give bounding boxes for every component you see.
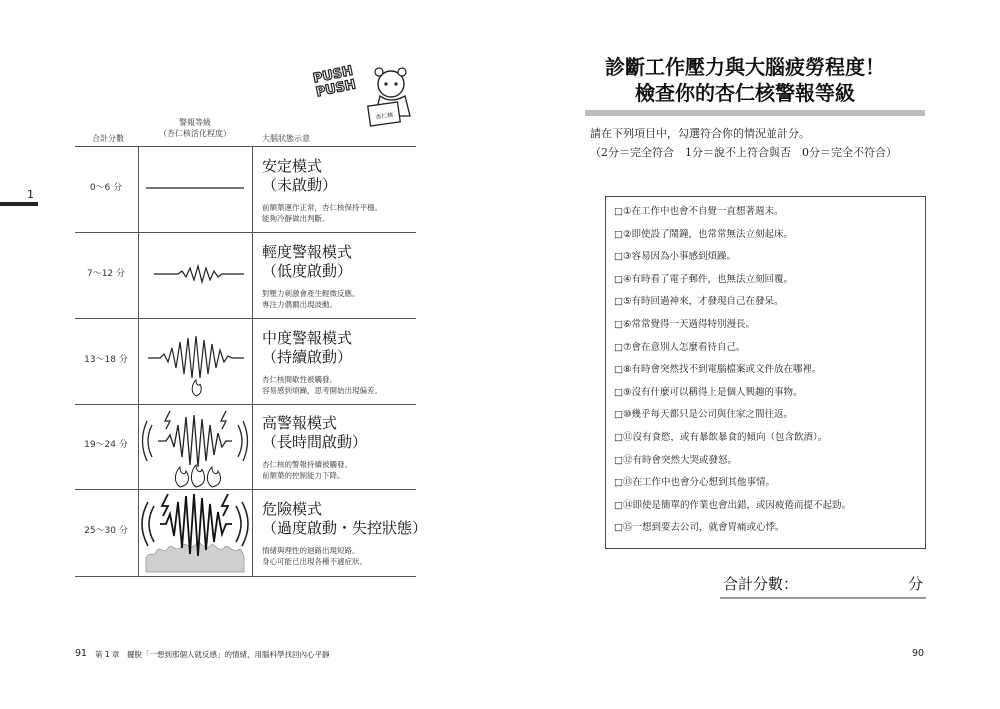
row-score: 25～30 分 (84, 526, 128, 536)
checklist-item[interactable]: □⑨沒有什麼可以稱得上是個人興趣的事物。 (614, 386, 803, 398)
flame-icon (192, 380, 201, 396)
lightning-icon (165, 411, 170, 429)
table-top-rule (75, 146, 416, 147)
row-title: 中度警報模式 (262, 329, 353, 347)
checklist-item[interactable]: □⑪沒有食慾，或有暴飲暴食的傾向（包含飲酒）。 (614, 432, 828, 443)
sound-wave-icon (140, 236, 250, 316)
row-description: 專注力偶爾出現波動。 (262, 300, 337, 309)
row-description: 對壓力刺激會產生輕微反應。 (262, 289, 360, 298)
table-bottom-rule (75, 576, 416, 577)
total-score-unit: 分 (908, 575, 924, 593)
page-title-line2: 檢查你的杏仁核警報等級 (635, 81, 855, 105)
table-column-rule (138, 146, 139, 576)
sound-wave-icon (140, 407, 250, 489)
row-score: 13～18 分 (84, 355, 128, 365)
row-description: 杏仁核的警報持續被觸發。 (262, 460, 352, 469)
checklist-item[interactable]: □⑩幾乎每天都只是公司與住家之間往返。 (614, 409, 793, 421)
mascot-illustration (355, 64, 425, 128)
scoring-legend: （2分＝完全符合 1分＝說不上符合與否 0分＝完全不符合） (590, 146, 897, 159)
row-score: 7～12 分 (86, 269, 126, 279)
left-page-number: 91 (75, 648, 88, 659)
row-title: 高警報模式 (262, 414, 338, 432)
table-row-rule (75, 232, 416, 233)
row-description: 能夠冷靜做出判斷。 (262, 214, 330, 223)
row-title: 安定模式 (262, 157, 323, 175)
lightning-icon (162, 494, 168, 516)
row-description: 前額葉的控制能力下降。 (262, 471, 345, 480)
sound-wave-icon (140, 150, 250, 230)
checklist-item[interactable]: □⑦會在意別人怎麼看待自己。 (614, 341, 746, 353)
row-subtitle: （未啟動） (262, 176, 338, 194)
table-row-rule (75, 489, 416, 490)
checklist-item[interactable]: □①在工作中也會不自覺一直想著週末。 (614, 206, 784, 217)
checklist-item[interactable]: □⑤有時回過神來，才發現自己在發呆。 (614, 296, 784, 308)
row-description: 身心可能已出現各種不適症狀。 (262, 557, 367, 566)
checklist-item[interactable]: □⑫有時會突然大哭或發怒。 (614, 454, 737, 466)
table-row-rule (75, 404, 416, 405)
checklist-item[interactable]: □④有時看了電子郵件，也無法立刻回覆。 (614, 273, 793, 285)
row-description: 杏仁核間歇性被觸發。 (262, 375, 337, 384)
running-footer: 第 1 章 擺脫「一想到那個人就反感」的情緒，用腦科學找回內心平靜 (95, 650, 330, 659)
lightning-icon (221, 411, 226, 429)
row-title: 危險模式 (262, 500, 323, 518)
checklist-item[interactable]: □⑭即使是簡單的作業也會出錯，或因疲倦而提不起勁。 (614, 499, 851, 511)
chapter-tab-number: 1 (27, 188, 34, 201)
svg-text:杏仁核: 杏仁核 (374, 111, 394, 122)
row-title: 輕度警報模式 (262, 243, 353, 261)
header-alert-level-sub: （杏仁核活化程度） (159, 129, 231, 138)
row-score: 0～6 分 (89, 183, 123, 193)
header-brain-state: 大腦狀態示意 (262, 134, 310, 143)
title-underline-bar (585, 110, 925, 116)
chapter-tab-marker (0, 202, 38, 206)
table-row-rule (75, 318, 416, 319)
table-column-rule (252, 146, 253, 576)
total-score-underline (720, 597, 926, 599)
row-subtitle: （低度啟動） (262, 262, 353, 280)
mascot-push-text: PUSH PUSH (311, 63, 358, 101)
right-page-number: 90 (912, 648, 925, 659)
row-subtitle: （過度啟動・失控狀態） (262, 519, 428, 537)
lightning-icon (222, 494, 228, 516)
checklist-item[interactable]: □⑧有時會突然找不到電腦檔案或文件放在哪裡。 (614, 364, 822, 376)
total-score-label: 合計分數： (723, 575, 799, 593)
row-description: 情緒與理性的迴路出現短路。 (262, 546, 360, 555)
header-score: 合計分數 (92, 134, 124, 143)
flame-icon (146, 542, 244, 572)
sound-wave-icon (140, 322, 250, 402)
checklist-item[interactable]: □③容易因為小事感到煩躁。 (614, 251, 736, 263)
row-description: 容易感到煩躁，思考開始出現偏差。 (262, 386, 382, 395)
row-description: 前額葉運作正常，杏仁核保持平穩。 (262, 203, 382, 212)
sound-wave-icon (140, 492, 250, 575)
row-score: 19～24 分 (84, 440, 128, 450)
row-subtitle: （持續啟動） (262, 348, 353, 366)
checklist-item[interactable]: □⑥常常覺得一天過得特別漫長。 (614, 319, 755, 330)
checklist-item[interactable]: □②即使設了鬧鐘，也常常無法立刻起床。 (614, 228, 793, 240)
instruction-text: 請在下列項目中，勾選符合你的情況並計分。 (590, 127, 810, 140)
checklist-item[interactable]: □⑮一想到要去公司，就會胃痛或心悸。 (614, 522, 785, 534)
page-title-line1: 診斷工作壓力與大腦疲勞程度！ (605, 55, 885, 79)
checklist-item[interactable]: □⑬在工作中也會分心想到其他事情。 (614, 477, 775, 489)
header-alert-level: 警報等級 (179, 118, 211, 127)
row-subtitle: （長時間啟動） (262, 433, 368, 451)
